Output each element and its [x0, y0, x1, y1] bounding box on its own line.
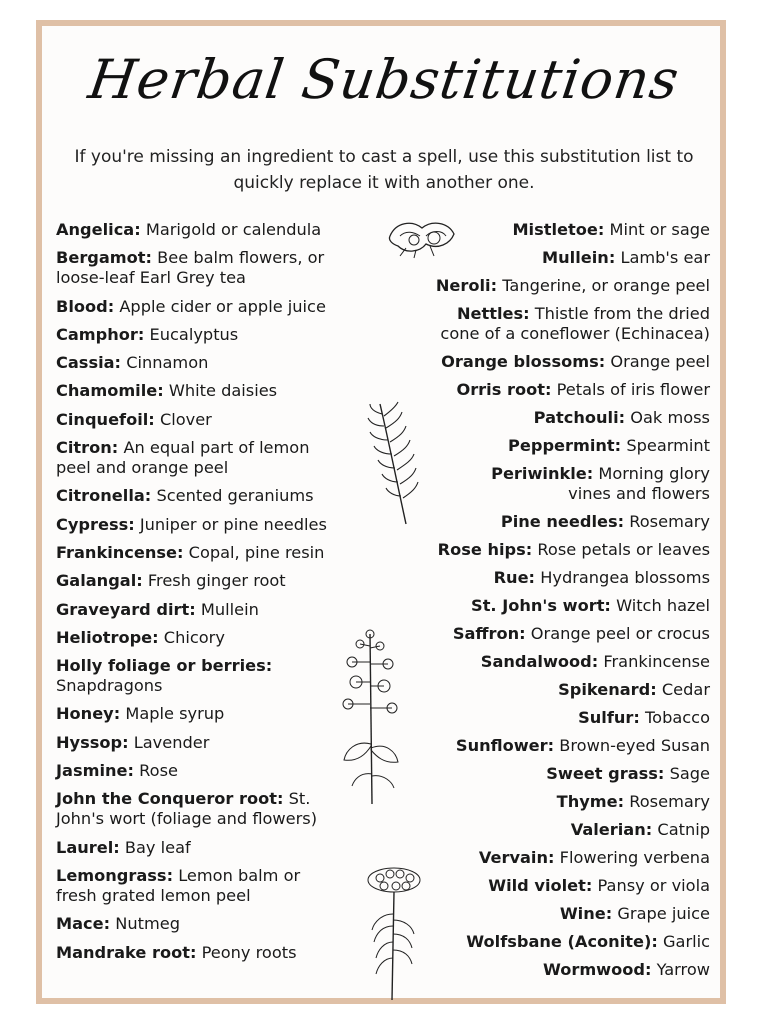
- herb-name: Periwinkle:: [491, 464, 594, 483]
- herb-name: Spikenard:: [558, 680, 657, 699]
- substitute-text: Mint or sage: [609, 220, 710, 239]
- substitution-entry: [384, 932, 710, 952]
- substitute-text: Hydrangea blossoms: [540, 568, 710, 587]
- herb-name: Honey:: [56, 704, 121, 724]
- substitute-text: peel and orange peel: [56, 458, 229, 478]
- yarrow-illustration: [364, 864, 424, 1004]
- substitute-text: Thistle from the dried: [534, 304, 710, 323]
- herb-name: Citron:: [56, 438, 119, 458]
- substitute-text: Maple syrup: [125, 704, 225, 724]
- substitution-entry: [384, 380, 710, 400]
- st-johns-wort-illustration: [334, 624, 406, 810]
- substitute-text: Chicory: [163, 627, 225, 647]
- herb-name: Chamomile:: [56, 381, 164, 401]
- substitute-text: Rose: [139, 761, 178, 781]
- substitution-entry: [56, 656, 376, 696]
- substitution-entry: [384, 792, 710, 812]
- herb-name: Rose hips:: [437, 540, 533, 559]
- herb-name: Sandalwood:: [480, 652, 599, 671]
- herb-name: Mistletoe:: [512, 220, 605, 239]
- substitution-entry: [56, 325, 376, 345]
- substitute-text: Morning glory: [598, 464, 710, 483]
- substitution-entry: [384, 848, 710, 868]
- rosemary-sprig-illustration: [366, 398, 426, 530]
- substitute-text: Brown-eyed Susan: [559, 736, 710, 755]
- herb-name: Saffron:: [452, 624, 526, 643]
- substitute-text: Orange peel: [610, 352, 710, 371]
- herb-name: Cypress:: [56, 514, 135, 534]
- herb-name: Cinquefoil:: [56, 409, 155, 429]
- substitution-entry: [56, 543, 376, 563]
- substitution-entry: [56, 515, 376, 535]
- substitution-entry: [56, 381, 376, 401]
- substitute-text: Rosemary: [629, 512, 710, 531]
- substitution-entry: [56, 789, 376, 829]
- substitution-entry: [384, 652, 710, 672]
- substitute-text: An equal part of lemon: [123, 438, 310, 458]
- substitute-text: Juniper or pine needles: [139, 514, 327, 534]
- herb-name: Rue:: [493, 568, 536, 587]
- substitution-entry: [56, 220, 376, 240]
- substitute-text: Snapdragons: [56, 676, 163, 696]
- left-column: [56, 220, 376, 963]
- substitution-entry: [56, 297, 376, 317]
- substitution-entry: [56, 600, 376, 620]
- substitution-entry: [56, 410, 376, 430]
- substitute-text: Oak moss: [630, 408, 710, 427]
- substitute-text: Spearmint: [626, 436, 710, 455]
- substitution-entry: [384, 276, 710, 296]
- substitution-entry: [384, 408, 710, 428]
- substitution-entry: [56, 704, 376, 724]
- substitute-text: Tobacco: [645, 708, 710, 727]
- substitution-entry: [384, 904, 710, 924]
- substitute-text: Lemon balm or: [178, 865, 301, 885]
- substitution-entry: [56, 571, 376, 591]
- substitution-entry: [384, 820, 710, 840]
- substitute-text: Rosemary: [629, 792, 710, 811]
- substitute-text: White daisies: [168, 381, 278, 401]
- herb-name: Patchouli:: [533, 408, 626, 427]
- substitution-entry: [384, 596, 710, 616]
- substitution-entry: [56, 943, 376, 963]
- substitute-text: loose-leaf Earl Grey tea: [56, 268, 246, 288]
- substitute-text: Bay leaf: [124, 837, 191, 857]
- substitute-text: Pansy or viola: [597, 876, 710, 895]
- substitution-entry: [56, 628, 376, 648]
- substitution-entry: [56, 866, 376, 906]
- substitute-text: Lamb's ear: [620, 248, 710, 267]
- substitution-entry: [56, 761, 376, 781]
- herb-name: Citronella:: [56, 486, 152, 506]
- page-subtitle: If you're missing an ingredient to cast a spell, use this substitution list to quickly replace it with another one.: [74, 147, 694, 193]
- herb-name: Galangal:: [56, 571, 143, 591]
- substitute-text: Fresh ginger root: [147, 571, 286, 591]
- substitute-text: Nutmeg: [115, 914, 180, 934]
- herb-name: Thyme:: [556, 792, 625, 811]
- substitute-text: Orange peel or crocus: [530, 624, 710, 643]
- substitute-text: Grape juice: [617, 904, 710, 923]
- substitute-text: Lavender: [133, 732, 210, 752]
- herb-name: Holly foliage or berries:: [56, 656, 273, 676]
- herb-name: Hyssop:: [56, 732, 129, 752]
- substitution-entry: [384, 540, 710, 560]
- substitute-text: Peony roots: [201, 942, 297, 962]
- herb-name: Heliotrope:: [56, 627, 159, 647]
- page-title: Herbal Substitutions: [84, 48, 684, 111]
- herb-name: Vervain:: [478, 848, 555, 867]
- herb-name: Neroli:: [435, 276, 498, 295]
- substitute-text: Tangerine, or orange peel: [502, 276, 710, 295]
- substitute-text: Clover: [159, 409, 212, 429]
- herb-name: Wild violet:: [488, 876, 593, 895]
- substitute-text: Bee balm flowers, or: [157, 248, 325, 268]
- herb-name: John the Conqueror root:: [56, 789, 284, 809]
- substitute-text: Rose petals or leaves: [537, 540, 710, 559]
- substitution-entry: [56, 438, 376, 478]
- substitute-text: Cinnamon: [126, 353, 209, 373]
- substitution-entry: [56, 353, 376, 373]
- right-column: [384, 220, 710, 980]
- substitution-entry: [56, 486, 376, 506]
- substitute-text: Petals of iris flower: [556, 380, 710, 399]
- substitute-text: Garlic: [662, 932, 710, 951]
- substitution-entry: [384, 960, 710, 980]
- substitute-text: Witch hazel: [616, 596, 710, 615]
- substitute-text: Yarrow: [656, 960, 710, 979]
- herb-name: Wolfsbane (Aconite):: [466, 932, 658, 951]
- herb-name: Valerian:: [570, 820, 653, 839]
- herb-name: Sunflower:: [455, 736, 555, 755]
- herb-name: Frankincense:: [56, 542, 184, 562]
- herb-name: St. John's wort:: [471, 596, 611, 615]
- herb-name: Mandrake root:: [56, 942, 197, 962]
- substitute-text: Marigold or calendula: [145, 220, 322, 239]
- herb-name: Sweet grass:: [546, 764, 665, 783]
- herb-name: Pine needles:: [500, 512, 625, 531]
- substitution-entry: [384, 568, 710, 588]
- herb-name: Jasmine:: [56, 761, 134, 781]
- substitution-entry: [384, 736, 710, 756]
- substitute-text: John's wort (foliage and flowers): [56, 809, 318, 829]
- herb-name: Blood:: [56, 296, 115, 316]
- substitution-entry: [384, 680, 710, 700]
- substitute-text: vines and flowers: [568, 484, 710, 503]
- substitution-entry: [384, 464, 710, 504]
- substitute-text: Apple cider or apple juice: [119, 296, 326, 316]
- substitution-entry: [56, 248, 376, 288]
- substitute-text: Copal, pine resin: [188, 542, 325, 562]
- herb-name: Orris root:: [456, 380, 552, 399]
- substitute-text: Scented geraniums: [156, 486, 314, 506]
- substitution-entry: [384, 304, 710, 344]
- substitution-entry: [384, 436, 710, 456]
- herb-name: Nettles:: [456, 304, 530, 323]
- substitution-entry: [384, 708, 710, 728]
- herb-name: Bergamot:: [56, 248, 153, 268]
- herb-name: Camphor:: [56, 324, 145, 344]
- substitution-entry: [384, 624, 710, 644]
- herb-name: Peppermint:: [508, 436, 622, 455]
- herb-name: Graveyard dirt:: [56, 599, 196, 619]
- substitution-entry: [56, 914, 376, 934]
- substitute-text: fresh grated lemon peel: [56, 885, 251, 905]
- substitute-text: cone of a coneflower (Echinacea): [440, 324, 710, 343]
- substitution-entry: [384, 876, 710, 896]
- substitute-text: Flowering verbena: [559, 848, 710, 867]
- herb-name: Cassia:: [56, 353, 122, 373]
- substitute-text: Cedar: [661, 680, 710, 699]
- herb-name: Wormwood:: [542, 960, 652, 979]
- herb-name: Angelica:: [56, 220, 141, 239]
- root-illustration: [386, 214, 458, 260]
- herb-name: Mullein:: [542, 248, 616, 267]
- herb-name: Lemongrass:: [56, 865, 174, 885]
- substitution-entry: [384, 512, 710, 532]
- substitution-entry: [384, 352, 710, 372]
- herb-name: Mace:: [56, 914, 111, 934]
- substitute-text: Sage: [669, 764, 710, 783]
- herb-name: Wine:: [559, 904, 613, 923]
- substitute-text: Frankincense: [603, 652, 710, 671]
- substitute-text: St.: [288, 789, 311, 809]
- herb-name: Laurel:: [56, 837, 120, 857]
- substitute-text: Eucalyptus: [149, 324, 239, 344]
- substitution-entry: [56, 733, 376, 753]
- herb-name: Orange blossoms:: [441, 352, 606, 371]
- substitute-text: Catnip: [657, 820, 710, 839]
- substitute-text: Mullein: [200, 599, 259, 619]
- substitution-entry: [56, 838, 376, 858]
- herb-name: Sulfur:: [578, 708, 640, 727]
- substitution-entry: [384, 764, 710, 784]
